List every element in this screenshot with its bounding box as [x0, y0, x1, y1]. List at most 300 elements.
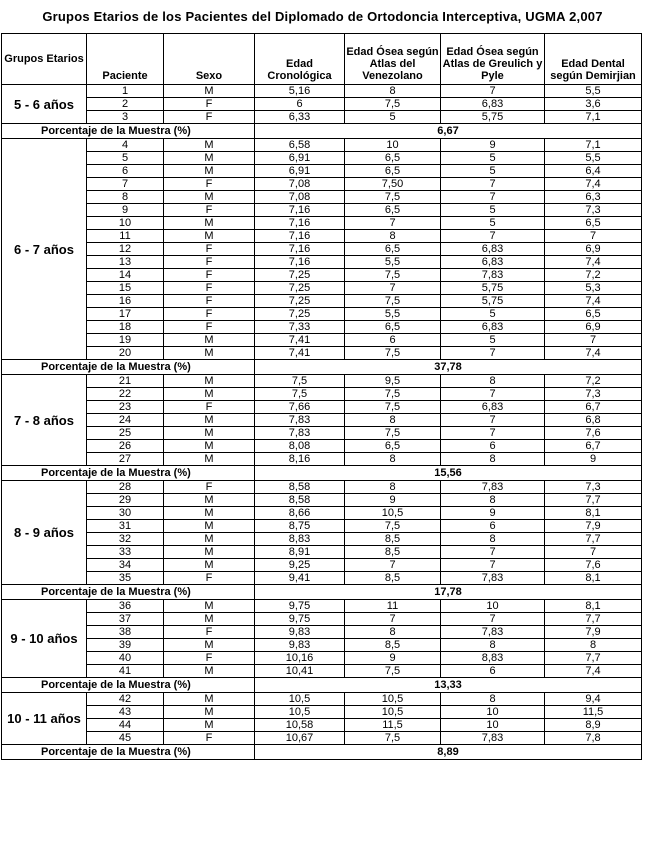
header-edad-osea-greulich-pyle: Edad Ósea según Atlas de Greulich y Pyle [441, 34, 545, 85]
table-row [2, 85, 642, 98]
cell-edad-dental: 7,6 [545, 427, 642, 440]
cell-edad-osea-greulich-pyle: 8 [441, 375, 545, 388]
cell-edad-dental: 7,8 [545, 732, 642, 745]
table-row [2, 626, 642, 639]
cell-edad-osea-venezolano: 11 [345, 600, 441, 613]
cell-edad-osea-greulich-pyle: 7 [441, 347, 545, 360]
cell-edad-osea-venezolano: 10,5 [345, 706, 441, 719]
table-row [2, 520, 642, 533]
cell-sexo: M [164, 613, 255, 626]
age-group-label: 9 - 10 años [2, 600, 87, 678]
cell-edad-dental: 7,9 [545, 626, 642, 639]
cell-edad-osea-venezolano: 8 [345, 414, 441, 427]
table-row [2, 652, 642, 665]
table-row [2, 269, 642, 282]
cell-paciente: 40 [87, 652, 164, 665]
cell-paciente: 21 [87, 375, 164, 388]
cell-edad-cronologica: 9,83 [255, 639, 345, 652]
cell-sexo: F [164, 98, 255, 111]
cell-edad-dental: 9,4 [545, 693, 642, 706]
percentage-label: Porcentaje de la Muestra (%) [2, 360, 255, 375]
percentage-row [2, 360, 642, 375]
cell-edad-cronologica: 7,66 [255, 401, 345, 414]
cell-edad-dental: 7,9 [545, 520, 642, 533]
cell-sexo: M [164, 533, 255, 546]
cell-paciente: 41 [87, 665, 164, 678]
table-row [2, 481, 642, 494]
cell-sexo: M [164, 85, 255, 98]
cell-paciente: 15 [87, 282, 164, 295]
table-row [2, 98, 642, 111]
cell-paciente: 2 [87, 98, 164, 111]
cell-edad-dental: 7,1 [545, 111, 642, 124]
cell-edad-osea-greulich-pyle: 7 [441, 178, 545, 191]
cell-edad-osea-venezolano: 9,5 [345, 375, 441, 388]
cell-edad-osea-venezolano: 8,5 [345, 572, 441, 585]
table-row [2, 401, 642, 414]
cell-edad-dental: 8,1 [545, 572, 642, 585]
cell-edad-cronologica: 9,75 [255, 600, 345, 613]
age-group-label: 8 - 9 años [2, 481, 87, 585]
cell-paciente: 37 [87, 613, 164, 626]
table-row [2, 559, 642, 572]
cell-edad-osea-greulich-pyle: 5,75 [441, 282, 545, 295]
percentage-value: 8,89 [255, 745, 642, 760]
cell-edad-osea-venezolano: 6,5 [345, 440, 441, 453]
header-sexo: Sexo [164, 34, 255, 85]
percentage-value: 6,67 [255, 124, 642, 139]
table-row [2, 243, 642, 256]
cell-paciente: 14 [87, 269, 164, 282]
cell-edad-dental: 7,7 [545, 533, 642, 546]
cell-paciente: 31 [87, 520, 164, 533]
cell-edad-osea-venezolano: 7 [345, 613, 441, 626]
cell-paciente: 10 [87, 217, 164, 230]
cell-sexo: M [164, 427, 255, 440]
cell-edad-cronologica: 8,66 [255, 507, 345, 520]
cell-edad-dental: 7 [545, 230, 642, 243]
cell-sexo: M [164, 375, 255, 388]
table-row [2, 719, 642, 732]
age-group-label: 6 - 7 años [2, 139, 87, 360]
cell-edad-osea-greulich-pyle: 6,83 [441, 98, 545, 111]
cell-paciente: 26 [87, 440, 164, 453]
cell-edad-cronologica: 8,16 [255, 453, 345, 466]
cell-paciente: 36 [87, 600, 164, 613]
table-row [2, 217, 642, 230]
cell-edad-osea-venezolano: 5,5 [345, 256, 441, 269]
cell-edad-cronologica: 6,58 [255, 139, 345, 152]
age-group-label: 5 - 6 años [2, 85, 87, 124]
cell-edad-osea-venezolano: 8,5 [345, 639, 441, 652]
percentage-value: 15,56 [255, 466, 642, 481]
cell-paciente: 3 [87, 111, 164, 124]
cell-paciente: 42 [87, 693, 164, 706]
cell-sexo: F [164, 204, 255, 217]
cell-edad-dental: 6,7 [545, 440, 642, 453]
cell-edad-dental: 7,2 [545, 269, 642, 282]
cell-edad-dental: 3,6 [545, 98, 642, 111]
cell-edad-osea-greulich-pyle: 6 [441, 440, 545, 453]
header-edad-osea-venezolano: Edad Ósea según Atlas del Venezolano [345, 34, 441, 85]
cell-edad-osea-greulich-pyle: 6 [441, 520, 545, 533]
cell-paciente: 38 [87, 626, 164, 639]
table-row [2, 732, 642, 745]
cell-edad-dental: 9 [545, 453, 642, 466]
percentage-value: 17,78 [255, 585, 642, 600]
cell-edad-cronologica: 6,91 [255, 165, 345, 178]
cell-sexo: F [164, 269, 255, 282]
cell-edad-dental: 7 [545, 546, 642, 559]
cell-edad-cronologica: 7,16 [255, 256, 345, 269]
cell-sexo: M [164, 494, 255, 507]
cell-edad-osea-greulich-pyle: 7 [441, 230, 545, 243]
cell-edad-dental: 5,5 [545, 152, 642, 165]
cell-edad-dental: 7 [545, 334, 642, 347]
cell-edad-osea-greulich-pyle: 7 [441, 427, 545, 440]
cell-edad-cronologica: 9,25 [255, 559, 345, 572]
cell-sexo: F [164, 256, 255, 269]
table-row [2, 256, 642, 269]
cell-edad-osea-greulich-pyle: 8 [441, 494, 545, 507]
cell-sexo: F [164, 572, 255, 585]
cell-edad-osea-venezolano: 8 [345, 230, 441, 243]
cell-sexo: F [164, 282, 255, 295]
cell-edad-cronologica: 7,08 [255, 191, 345, 204]
cell-paciente: 43 [87, 706, 164, 719]
cell-edad-osea-venezolano: 7,5 [345, 347, 441, 360]
cell-paciente: 11 [87, 230, 164, 243]
cell-sexo: M [164, 639, 255, 652]
cell-sexo: F [164, 178, 255, 191]
cell-edad-osea-greulich-pyle: 8 [441, 693, 545, 706]
cell-edad-cronologica: 7,16 [255, 230, 345, 243]
cell-paciente: 28 [87, 481, 164, 494]
table-row [2, 334, 642, 347]
cell-edad-osea-venezolano: 7,5 [345, 520, 441, 533]
cell-edad-osea-greulich-pyle: 8 [441, 639, 545, 652]
cell-edad-osea-greulich-pyle: 7,83 [441, 572, 545, 585]
cell-edad-osea-venezolano: 8 [345, 481, 441, 494]
cell-edad-cronologica: 10,41 [255, 665, 345, 678]
cell-sexo: F [164, 308, 255, 321]
cell-edad-dental: 7,4 [545, 295, 642, 308]
table-row [2, 440, 642, 453]
table-row [2, 347, 642, 360]
cell-sexo: M [164, 334, 255, 347]
cell-edad-osea-greulich-pyle: 7 [441, 191, 545, 204]
cell-edad-osea-venezolano: 5 [345, 111, 441, 124]
cell-edad-osea-greulich-pyle: 7 [441, 546, 545, 559]
cell-edad-cronologica: 6,91 [255, 152, 345, 165]
cell-sexo: F [164, 401, 255, 414]
cell-edad-dental: 7,3 [545, 481, 642, 494]
age-group-label: 10 - 11 años [2, 693, 87, 745]
cell-edad-osea-greulich-pyle: 9 [441, 139, 545, 152]
cell-sexo: M [164, 217, 255, 230]
cell-edad-osea-greulich-pyle: 6,83 [441, 321, 545, 334]
cell-edad-osea-venezolano: 7,5 [345, 732, 441, 745]
cell-edad-osea-greulich-pyle: 10 [441, 600, 545, 613]
cell-edad-cronologica: 7,33 [255, 321, 345, 334]
cell-edad-osea-greulich-pyle: 5 [441, 334, 545, 347]
percentage-row [2, 466, 642, 481]
cell-edad-dental: 7,4 [545, 256, 642, 269]
cell-edad-osea-venezolano: 8 [345, 626, 441, 639]
cell-edad-osea-venezolano: 6 [345, 334, 441, 347]
percentage-value: 37,78 [255, 360, 642, 375]
cell-sexo: M [164, 559, 255, 572]
cell-edad-osea-venezolano: 6,5 [345, 165, 441, 178]
table-row [2, 600, 642, 613]
cell-edad-cronologica: 7,08 [255, 178, 345, 191]
cell-sexo: M [164, 165, 255, 178]
cell-sexo: M [164, 191, 255, 204]
cell-edad-osea-venezolano: 7,5 [345, 295, 441, 308]
cell-edad-dental: 11,5 [545, 706, 642, 719]
cell-edad-cronologica: 7,25 [255, 269, 345, 282]
percentage-row [2, 678, 642, 693]
cell-edad-cronologica: 8,75 [255, 520, 345, 533]
cell-edad-dental: 7,4 [545, 178, 642, 191]
cell-edad-cronologica: 8,08 [255, 440, 345, 453]
table-row [2, 308, 642, 321]
cell-edad-dental: 6,8 [545, 414, 642, 427]
cell-edad-osea-venezolano: 6,5 [345, 321, 441, 334]
table-row [2, 375, 642, 388]
cell-edad-osea-venezolano: 7,5 [345, 191, 441, 204]
cell-edad-dental: 7,1 [545, 139, 642, 152]
cell-edad-osea-venezolano: 10,5 [345, 507, 441, 520]
cell-edad-dental: 5,3 [545, 282, 642, 295]
cell-edad-cronologica: 7,25 [255, 308, 345, 321]
cell-edad-osea-greulich-pyle: 7,83 [441, 269, 545, 282]
cell-edad-cronologica: 10,5 [255, 706, 345, 719]
cell-edad-osea-venezolano: 9 [345, 494, 441, 507]
table-row [2, 165, 642, 178]
cell-sexo: M [164, 693, 255, 706]
patients-table [1, 33, 642, 760]
table-row [2, 139, 642, 152]
cell-edad-dental: 7,7 [545, 494, 642, 507]
cell-sexo: F [164, 652, 255, 665]
cell-edad-osea-greulich-pyle: 5 [441, 308, 545, 321]
header-edad-cronologica: Edad Cronológica [255, 34, 345, 85]
cell-edad-dental: 7,7 [545, 652, 642, 665]
cell-edad-osea-venezolano: 7,5 [345, 388, 441, 401]
table-row [2, 295, 642, 308]
cell-sexo: M [164, 453, 255, 466]
cell-edad-cronologica: 7,41 [255, 334, 345, 347]
cell-edad-cronologica: 9,41 [255, 572, 345, 585]
cell-edad-cronologica: 7,16 [255, 217, 345, 230]
cell-edad-osea-greulich-pyle: 5 [441, 165, 545, 178]
table-row [2, 572, 642, 585]
cell-paciente: 6 [87, 165, 164, 178]
cell-edad-dental: 6,3 [545, 191, 642, 204]
cell-paciente: 34 [87, 559, 164, 572]
cell-edad-dental: 7,6 [545, 559, 642, 572]
cell-paciente: 39 [87, 639, 164, 652]
cell-edad-cronologica: 7,16 [255, 243, 345, 256]
cell-paciente: 4 [87, 139, 164, 152]
cell-edad-osea-greulich-pyle: 8 [441, 533, 545, 546]
cell-edad-dental: 7,7 [545, 613, 642, 626]
table-row [2, 321, 642, 334]
cell-paciente: 45 [87, 732, 164, 745]
age-group-label: 7 - 8 años [2, 375, 87, 466]
cell-edad-osea-venezolano: 10 [345, 139, 441, 152]
cell-edad-osea-greulich-pyle: 5 [441, 204, 545, 217]
cell-edad-dental: 6,9 [545, 321, 642, 334]
percentage-label: Porcentaje de la Muestra (%) [2, 745, 255, 760]
cell-edad-osea-greulich-pyle: 10 [441, 706, 545, 719]
cell-edad-cronologica: 7,25 [255, 282, 345, 295]
cell-edad-cronologica: 7,83 [255, 414, 345, 427]
table-row [2, 494, 642, 507]
cell-edad-osea-greulich-pyle: 6,83 [441, 256, 545, 269]
cell-edad-osea-venezolano: 8 [345, 85, 441, 98]
cell-edad-dental: 7,2 [545, 375, 642, 388]
cell-sexo: M [164, 665, 255, 678]
cell-edad-osea-venezolano: 7 [345, 282, 441, 295]
table-row [2, 204, 642, 217]
table-row [2, 693, 642, 706]
cell-edad-cronologica: 9,75 [255, 613, 345, 626]
cell-edad-cronologica: 6,33 [255, 111, 345, 124]
cell-edad-cronologica: 6 [255, 98, 345, 111]
cell-edad-osea-venezolano: 7 [345, 559, 441, 572]
cell-sexo: M [164, 414, 255, 427]
cell-edad-osea-greulich-pyle: 7,83 [441, 732, 545, 745]
table-row [2, 191, 642, 204]
cell-edad-cronologica: 10,16 [255, 652, 345, 665]
cell-edad-osea-venezolano: 8,5 [345, 546, 441, 559]
percentage-label: Porcentaje de la Muestra (%) [2, 678, 255, 693]
cell-edad-dental: 8 [545, 639, 642, 652]
cell-edad-osea-greulich-pyle: 7 [441, 613, 545, 626]
cell-edad-osea-venezolano: 7,5 [345, 427, 441, 440]
cell-paciente: 32 [87, 533, 164, 546]
table-row [2, 178, 642, 191]
header-edad-dental: Edad Dental según Demirjian [545, 34, 642, 85]
cell-edad-dental: 7,4 [545, 347, 642, 360]
cell-paciente: 9 [87, 204, 164, 217]
cell-paciente: 44 [87, 719, 164, 732]
cell-paciente: 7 [87, 178, 164, 191]
cell-edad-cronologica: 8,83 [255, 533, 345, 546]
table-row [2, 152, 642, 165]
cell-paciente: 17 [87, 308, 164, 321]
cell-edad-dental: 6,5 [545, 308, 642, 321]
cell-sexo: F [164, 243, 255, 256]
cell-edad-dental: 8,1 [545, 507, 642, 520]
cell-edad-cronologica: 8,91 [255, 546, 345, 559]
cell-edad-osea-venezolano: 11,5 [345, 719, 441, 732]
cell-edad-osea-venezolano: 7,5 [345, 665, 441, 678]
cell-edad-osea-greulich-pyle: 5,75 [441, 295, 545, 308]
cell-edad-osea-venezolano: 7,5 [345, 269, 441, 282]
cell-sexo: F [164, 626, 255, 639]
cell-edad-osea-venezolano: 6,5 [345, 204, 441, 217]
cell-edad-cronologica: 7,41 [255, 347, 345, 360]
cell-paciente: 30 [87, 507, 164, 520]
table-title: Grupos Etarios de los Pacientes del Diplomado de Ortodoncia Interceptiva, UGMA 2,007 [42, 9, 603, 24]
cell-paciente: 23 [87, 401, 164, 414]
cell-sexo: F [164, 732, 255, 745]
cell-edad-osea-venezolano: 5,5 [345, 308, 441, 321]
cell-edad-osea-venezolano: 8 [345, 453, 441, 466]
table-row [2, 282, 642, 295]
cell-edad-dental: 7,4 [545, 665, 642, 678]
cell-paciente: 16 [87, 295, 164, 308]
table-row [2, 230, 642, 243]
cell-edad-osea-greulich-pyle: 7,83 [441, 626, 545, 639]
cell-edad-dental: 6,7 [545, 401, 642, 414]
table-row [2, 613, 642, 626]
table-row [2, 388, 642, 401]
cell-edad-dental: 8,9 [545, 719, 642, 732]
cell-edad-osea-venezolano: 7,5 [345, 98, 441, 111]
cell-paciente: 8 [87, 191, 164, 204]
cell-edad-dental: 7,3 [545, 204, 642, 217]
cell-edad-osea-greulich-pyle: 9 [441, 507, 545, 520]
cell-edad-dental: 7,3 [545, 388, 642, 401]
cell-edad-osea-venezolano: 10,5 [345, 693, 441, 706]
cell-sexo: M [164, 706, 255, 719]
table-row [2, 507, 642, 520]
cell-sexo: M [164, 520, 255, 533]
table-row [2, 111, 642, 124]
cell-edad-osea-greulich-pyle: 7 [441, 414, 545, 427]
cell-edad-osea-greulich-pyle: 5 [441, 152, 545, 165]
cell-paciente: 35 [87, 572, 164, 585]
cell-edad-dental: 6,5 [545, 217, 642, 230]
cell-paciente: 33 [87, 546, 164, 559]
cell-edad-osea-greulich-pyle: 5 [441, 217, 545, 230]
table-row [2, 665, 642, 678]
cell-edad-osea-venezolano: 8,5 [345, 533, 441, 546]
cell-edad-cronologica: 7,83 [255, 427, 345, 440]
table-row [2, 546, 642, 559]
cell-edad-osea-greulich-pyle: 8 [441, 453, 545, 466]
cell-sexo: M [164, 347, 255, 360]
cell-paciente: 13 [87, 256, 164, 269]
cell-edad-dental: 8,1 [545, 600, 642, 613]
cell-edad-cronologica: 5,16 [255, 85, 345, 98]
cell-edad-osea-venezolano: 6,5 [345, 243, 441, 256]
cell-edad-cronologica: 9,83 [255, 626, 345, 639]
percentage-row [2, 124, 642, 139]
cell-edad-osea-venezolano: 7 [345, 217, 441, 230]
percentage-row [2, 585, 642, 600]
cell-paciente: 1 [87, 85, 164, 98]
cell-paciente: 25 [87, 427, 164, 440]
cell-sexo: M [164, 152, 255, 165]
cell-paciente: 22 [87, 388, 164, 401]
cell-edad-cronologica: 8,58 [255, 494, 345, 507]
cell-edad-cronologica: 7,5 [255, 388, 345, 401]
table-row [2, 414, 642, 427]
cell-edad-osea-greulich-pyle: 7 [441, 559, 545, 572]
cell-edad-osea-greulich-pyle: 7 [441, 388, 545, 401]
cell-paciente: 5 [87, 152, 164, 165]
cell-paciente: 20 [87, 347, 164, 360]
percentage-label: Porcentaje de la Muestra (%) [2, 124, 255, 139]
cell-sexo: F [164, 481, 255, 494]
cell-edad-osea-greulich-pyle: 5,75 [441, 111, 545, 124]
cell-edad-cronologica: 8,58 [255, 481, 345, 494]
